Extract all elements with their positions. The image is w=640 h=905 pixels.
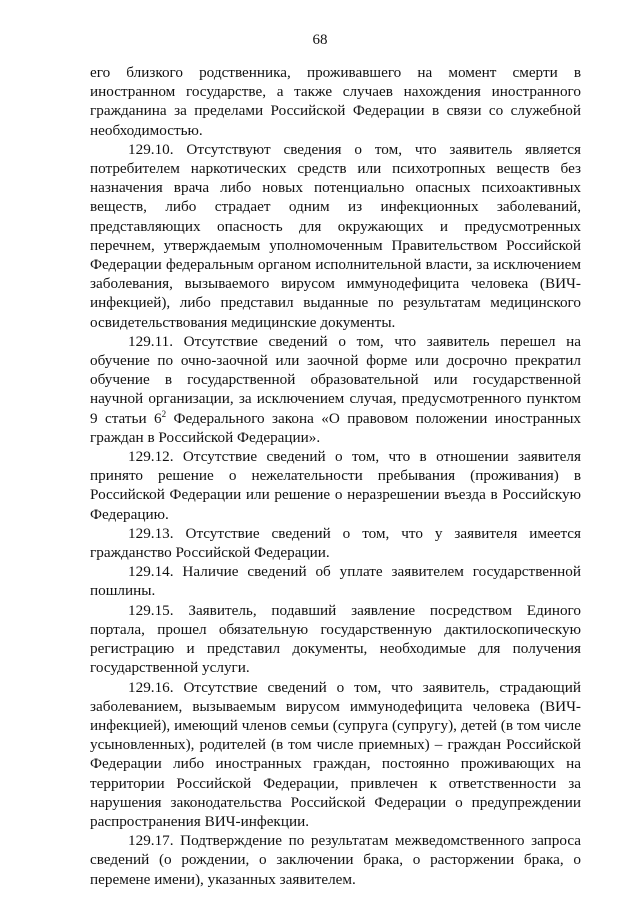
paragraph-129-11-text-after: Федерального закона «О правовом положении иностранных граждан в Российской Федерации».	[90, 409, 581, 446]
paragraph-129-10: 129.10. Отсутствуют сведения о том, что заявитель является потребителем наркотических средств или психотропных веществ без назначения врача либо новых потенциально опасных психоактивных веществ, либо страдает одним из инфекционных заболеваний, представляющих опасность для окружающих и предусмотренных перечнем, утверждаемым уполномоченным Правительством Российской Федерации федеральным органом исполнительной власти, за исключением заболевания, вызываемого вирусом иммунодефицита человека (ВИЧ-инфекцией), либо представил выданные по результатам медицинского освидетельствования медицинские документы.	[90, 140, 581, 331]
paragraph-129-16: 129.16. Отсутствие сведений о том, что заявитель, страдающий заболеванием, вызываемым вирусом иммунодефицита человека (ВИЧ-инфекцией), имеющий членов семьи (супруга (супругу), детей (в том числе усыновленных), родителей (в том числе приемных) – граждан Российской Федерации либо иностранных граждан, постоянно проживающих на территории Российской Федерации, привлечен к ответственности за нарушения законодательства Российской Федерации о предупреждении распространения ВИЧ-инфекции.	[90, 678, 581, 830]
paragraph-129-11	[90, 332, 581, 447]
paragraph-129-13: 129.13. Отсутствие сведений о том, что у заявителя имеется гражданство Российской Федерации.	[90, 524, 581, 562]
paragraph-129-17: 129.17. Подтверждение по результатам межведомственного запроса сведений (о рождении, о заключении брака, о расторжении брака, о перемене имени), указанных заявителем.	[90, 832, 581, 888]
paragraph-129-11-text-before: 129.11. Отсутствие сведений о том, что заявитель перешел на обучение по очно-заочной или заочной форме или досрочно прекратил обучение в государственной образовательной или государственной научной организации, за исключением случая, предусмотренного пунктом 9 статьи 6	[90, 332, 581, 427]
article-superscript: 2	[161, 408, 167, 419]
paragraph-129-15: 129.15. Заявитель, подавший заявление посредством Единого портала, прошел обязательную государственную дактилоскопическую регистрацию и представил документы, необходимые для получения государственной услуги.	[90, 601, 581, 677]
page-number: 68	[312, 32, 328, 48]
paragraph-129-12: 129.12. Отсутствие сведений о том, что в отношении заявителя принято решение о нежелательности пребывания (проживания) в Российской Федерации или решение о неразрешении въезда в Российскую Федерацию.	[90, 448, 581, 523]
paragraph-continuation: его близкого родственника, проживавшего на момент смерти в иностранном государстве, а также случаев нахождения иностранного гражданина за пределами Российской Федерации в связи со служебной необходимостью.	[90, 64, 581, 139]
document-body	[90, 63, 581, 889]
paragraph-129-14: 129.14. Наличие сведений об уплате заявителем государственной пошлины.	[90, 563, 581, 600]
